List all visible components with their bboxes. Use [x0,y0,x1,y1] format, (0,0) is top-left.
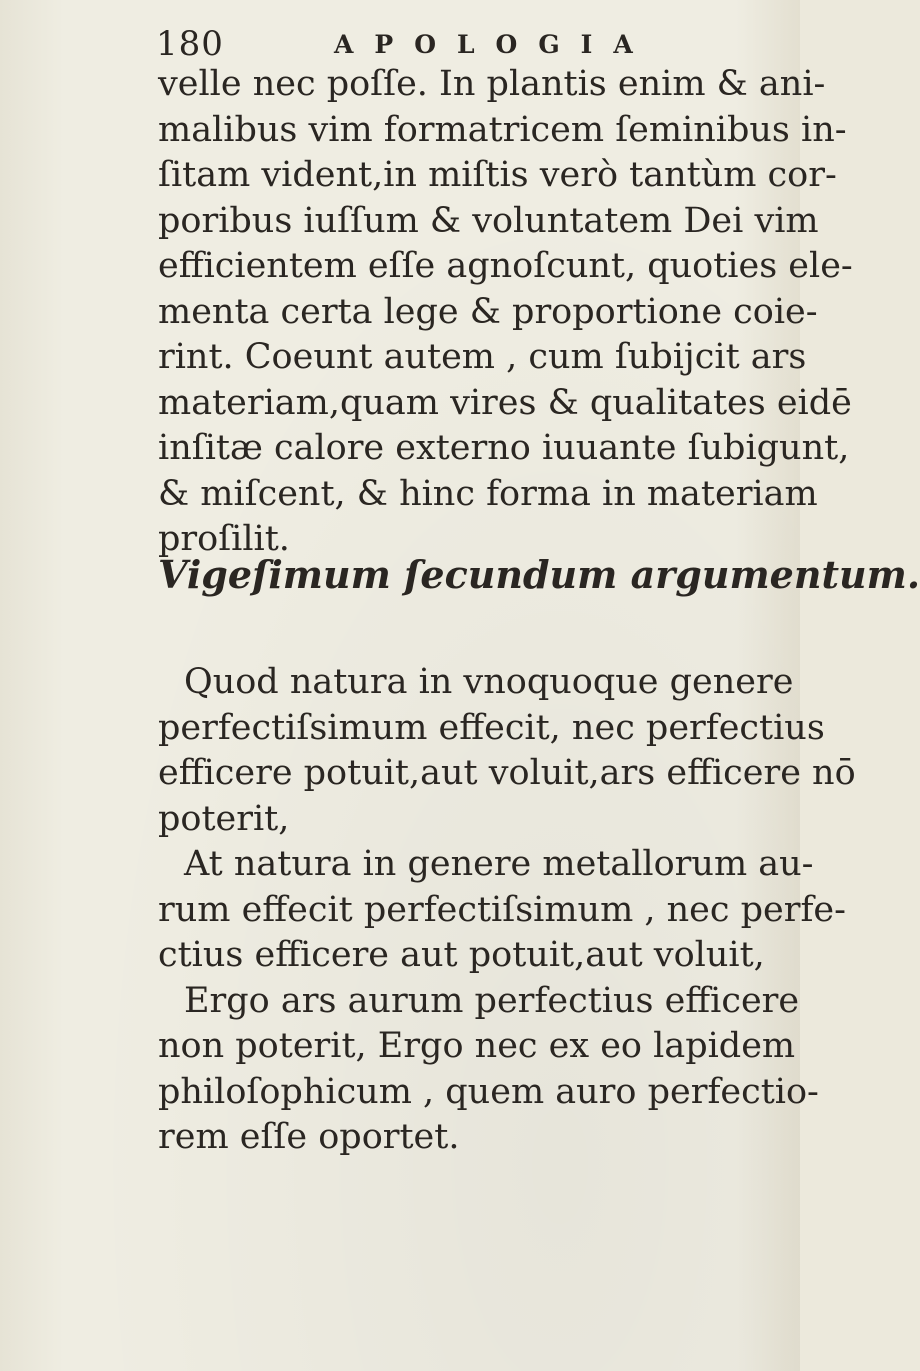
argument-syllogism [158,660,856,1161]
text-line: proſilit. [158,519,290,559]
text-line: & miſcent, & hinc forma in materiam [158,473,818,514]
section-heading: Vigeſimum ſecundum argumentum. [158,552,920,597]
text-line: materiam,quam vires & qualitates eidē [158,382,852,423]
text-line: poterit, [158,798,290,839]
text-line: perfectiſsimum effecit, nec perfectius [158,707,825,748]
text-line: velle nec poſſe. In plantis enim & ani- [158,64,826,104]
text-line: rum effecit perfectiſsimum , nec perfe- [158,889,846,930]
running-head: APOLOGIA [334,30,654,59]
text-line: non poterit, Ergo nec ex eo lapidem [158,1026,796,1066]
text-line: rem eſſe oportet. [158,1117,460,1157]
text-line: inſitæ calore externo iuuante ſubigunt, [158,428,850,468]
paragraph-continuation [158,62,853,563]
text-line: malibus vim formatricem ſeminibus in- [158,109,847,150]
page-number: 180 [156,24,224,64]
text-line: ctius efficere aut potuit,aut voluit, [158,935,765,975]
text-line: efficientem eſſe agnoſcunt, quoties ele- [158,246,853,286]
text-line: Quod natura in vnoquoque genere [184,662,794,702]
text-line: philoſophicum , quem auro perfectio- [158,1071,819,1112]
text-line: efficere potuit,aut voluit,ars efficere nō [158,753,856,793]
text-line: poribus iuſſum & voluntatem Dei vim [158,200,819,241]
text-line: rint. Coeunt autem , cum ſubijcit ars [158,337,807,377]
text-line: menta certa lege & proportione coie- [158,291,818,332]
text-line: At natura in genere metallorum au- [184,844,814,884]
text-line: Ergo ars aurum perfectius efficere [184,980,800,1021]
text-line: ſitam vident,in miſtis verò tantùm cor- [158,155,837,195]
page-header [156,18,776,62]
